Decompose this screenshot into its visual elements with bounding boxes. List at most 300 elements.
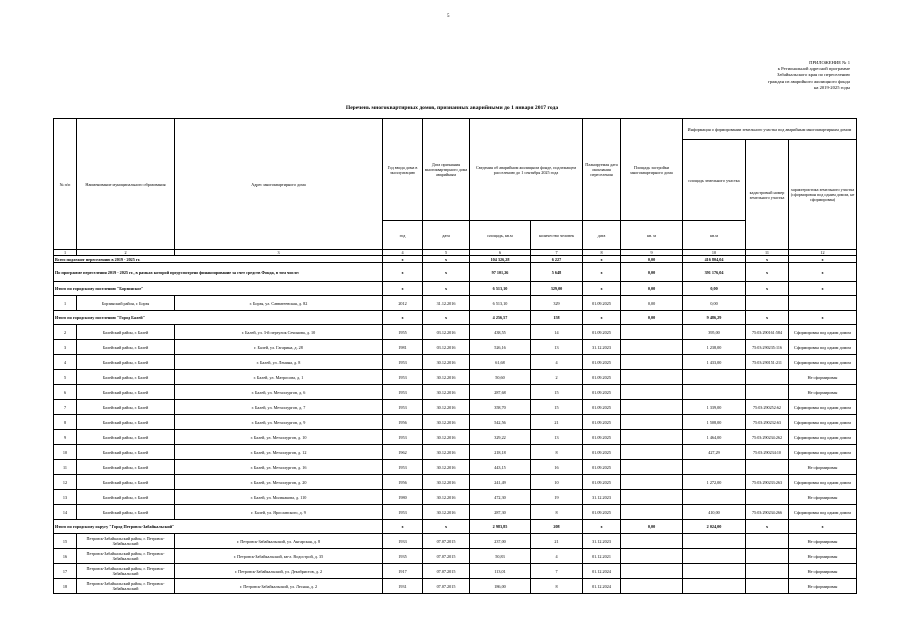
table-row bbox=[54, 400, 857, 415]
row-land-area: 395,00 bbox=[683, 325, 746, 340]
col-number: 1 bbox=[54, 250, 77, 256]
row-address: г. Балей, ул. 3-й переулок Сечинова, д. 10 bbox=[175, 325, 383, 340]
row-address: г. Петровск-Забайкальский, ул. Ангарская, д. 8 bbox=[175, 534, 383, 549]
row-date: 07.07.2015 bbox=[423, 564, 470, 579]
row-land-area: 1 433,00 bbox=[683, 355, 746, 370]
row-year: 1962 bbox=[383, 445, 423, 460]
row-number: 17 bbox=[54, 564, 77, 579]
table-row bbox=[54, 445, 857, 460]
table-row bbox=[54, 325, 857, 340]
row-land-area bbox=[683, 579, 746, 594]
row-address: г. Балей, ул. Мильчакова, д. 110 bbox=[175, 490, 383, 505]
row-plan-date: 01.09.2025 bbox=[583, 445, 621, 460]
row-land-area bbox=[683, 549, 746, 564]
row-land-area: 427,29 bbox=[683, 445, 746, 460]
unit-people: количество человек bbox=[531, 221, 583, 250]
row-people: 19 bbox=[531, 490, 583, 505]
row-number: 6 bbox=[54, 385, 77, 400]
row-plan-date: 01.12.2024 bbox=[583, 564, 621, 579]
row-land-char: Не сформирован bbox=[789, 385, 857, 400]
row-land-area bbox=[683, 564, 746, 579]
col-number: 2 bbox=[77, 250, 175, 256]
header-cadastre: кадастровый номер земельного участка bbox=[746, 140, 789, 250]
program-land: 391 176,04 bbox=[683, 263, 746, 282]
header-fund-info: Сведения об аварийном жилищном фонде, подлежащем расселению до 1 сентября 2025 года bbox=[470, 119, 583, 221]
total-year: x bbox=[383, 256, 423, 263]
row-people: 329 bbox=[531, 296, 583, 311]
header-municipality: Наименование муниципального образования bbox=[77, 119, 175, 250]
header-plan-date: Планируемая дата окончания переселения bbox=[583, 119, 621, 221]
table-row bbox=[54, 385, 857, 400]
row-number: 5 bbox=[54, 370, 77, 385]
settlement-sqm: 0,00 bbox=[621, 311, 683, 325]
settlement-date: x bbox=[423, 520, 470, 534]
row-area: 438,55 bbox=[470, 325, 531, 340]
row-built-area bbox=[621, 385, 683, 400]
row-year: 1917 bbox=[383, 564, 423, 579]
row-year: 1953 bbox=[383, 370, 423, 385]
row-area: 61,68 bbox=[470, 355, 531, 370]
settlement-label: Итого по городскому поселению "Борзинское" bbox=[54, 282, 383, 296]
annex-line: к Региональной адресной программе bbox=[777, 66, 850, 72]
col-number: 10 bbox=[683, 250, 746, 256]
row-plan-date: 01.12.2024 bbox=[583, 579, 621, 594]
row-land-char: Не сформирован bbox=[789, 579, 857, 594]
row-address: г. Балей, ул. Матросова, д. 1 bbox=[175, 370, 383, 385]
row-plan-date: 01.09.2025 bbox=[583, 296, 621, 311]
row-people: 8 bbox=[531, 579, 583, 594]
total-label: Всего подлежит переселению в 2019 - 2025 гг. bbox=[54, 256, 383, 263]
unit-land: кв.м bbox=[683, 221, 746, 250]
settlement-plan: x bbox=[583, 311, 621, 325]
row-land-char: Сформирован под одним домом bbox=[789, 445, 857, 460]
row-area: 50,60 bbox=[470, 370, 531, 385]
settlement-plan: x bbox=[583, 520, 621, 534]
header-num: № п/п bbox=[54, 119, 77, 250]
settlement-date: x bbox=[423, 282, 470, 296]
row-number: 11 bbox=[54, 460, 77, 475]
row-number: 4 bbox=[54, 355, 77, 370]
row-number: 1 bbox=[54, 296, 77, 311]
row-cadastre: 75:03:290252:62 bbox=[746, 400, 789, 415]
row-land-char: Сформирован под одним домом bbox=[789, 325, 857, 340]
houses-table bbox=[53, 118, 857, 594]
row-number: 2 bbox=[54, 325, 77, 340]
settlement-land: 9 486,29 bbox=[683, 311, 746, 325]
program-people: 5 648 bbox=[531, 263, 583, 282]
row-land-area: 0,00 bbox=[683, 296, 746, 311]
settlement-label: Итого по городскому поселению "Город Балей" bbox=[54, 311, 383, 325]
row-area: 472,30 bbox=[470, 490, 531, 505]
row-address: г. Балей, ул. Металлургов, д. 12 bbox=[175, 445, 383, 460]
row-address: г. Балей, ул. Металлургов, д. 7 bbox=[175, 400, 383, 415]
row-land-char: Сформирован под одним домом bbox=[789, 505, 857, 520]
row-municipality: Балейский район, г. Балей bbox=[77, 370, 175, 385]
row-municipality: Балейский район, г. Балей bbox=[77, 475, 175, 490]
row-plan-date: 31.12.2023 bbox=[583, 490, 621, 505]
header-land-char: характеристика земельного участка (сформирован под одним домом, не сформирован) bbox=[789, 140, 857, 250]
table-row bbox=[54, 415, 857, 430]
row-municipality: Петровск-Забайкальский район, г. Петровск-Забайкальский bbox=[77, 564, 175, 579]
row-address: г. Петровск-Забайкальский, ул. Лесная, д. 2 bbox=[175, 579, 383, 594]
row-cadastre bbox=[746, 296, 789, 311]
table-row bbox=[54, 490, 857, 505]
row-land-char: Не сформирован bbox=[789, 490, 857, 505]
row-land-char: Сформирован под одним домом bbox=[789, 475, 857, 490]
row-built-area bbox=[621, 490, 683, 505]
row-cadastre: 75:03:290234:262 bbox=[746, 430, 789, 445]
row-address: г. Балей, ул. Металлургов, д. 9 bbox=[175, 415, 383, 430]
row-land-area: 1 339,00 bbox=[683, 400, 746, 415]
row-number: 15 bbox=[54, 534, 77, 549]
row-built-area bbox=[621, 549, 683, 564]
row-people: 14 bbox=[531, 325, 583, 340]
row-cadastre: 75:03:290232:63 bbox=[746, 415, 789, 430]
row-date: 30.12.2016 bbox=[423, 445, 470, 460]
row-land-area bbox=[683, 460, 746, 475]
row-cadastre: 75:03:290233:263 bbox=[746, 475, 789, 490]
annex-line: Забайкальского края по переселению bbox=[777, 72, 850, 78]
row-cadastre bbox=[746, 385, 789, 400]
col-number: 12 bbox=[789, 250, 857, 256]
row-built-area bbox=[621, 534, 683, 549]
row-people: 10 bbox=[531, 475, 583, 490]
row-cadastre: 75:03:290151:211 bbox=[746, 355, 789, 370]
row-plan-date: 01.09.2025 bbox=[583, 400, 621, 415]
row-date: 30.12.2016 bbox=[423, 355, 470, 370]
row-year: 1953 bbox=[383, 385, 423, 400]
settlement-total-row bbox=[54, 311, 857, 325]
row-cadastre bbox=[746, 460, 789, 475]
unit-sqm: кв. м bbox=[621, 221, 683, 250]
row-land-char: Сформирован под одним домом bbox=[789, 415, 857, 430]
row-municipality: Балейский район, г. Балей bbox=[77, 385, 175, 400]
settlement-total-row bbox=[54, 520, 857, 534]
row-year: 1953 bbox=[383, 430, 423, 445]
col-number: 11 bbox=[746, 250, 789, 256]
col-number: 6 bbox=[470, 250, 531, 256]
settlement-cad: x bbox=[746, 282, 789, 296]
row-cadastre: 75:03:290161:584 bbox=[746, 325, 789, 340]
row-number: 14 bbox=[54, 505, 77, 520]
table-row bbox=[54, 579, 857, 594]
row-address: г. Балей, ул. Металлургов, д. 6 bbox=[175, 385, 383, 400]
row-area: 329,22 bbox=[470, 430, 531, 445]
settlement-year: x bbox=[383, 311, 423, 325]
header-land-area: площадь земельного участка bbox=[683, 140, 746, 221]
row-land-char: Не сформирован bbox=[789, 370, 857, 385]
row-people: 8 bbox=[531, 445, 583, 460]
table-row bbox=[54, 460, 857, 475]
settlement-year: x bbox=[383, 282, 423, 296]
row-year: 1953 bbox=[383, 460, 423, 475]
row-date: 30.12.2016 bbox=[423, 460, 470, 475]
row-address: г. Балей, ул. Ленина, д. 8 bbox=[175, 355, 383, 370]
col-number: 9 bbox=[621, 250, 683, 256]
program-row bbox=[54, 263, 857, 282]
row-area: 443,15 bbox=[470, 460, 531, 475]
row-number: 18 bbox=[54, 579, 77, 594]
row-land-char: Не сформирован bbox=[789, 564, 857, 579]
row-people: 16 bbox=[531, 460, 583, 475]
row-plan-date: 01.09.2025 bbox=[583, 475, 621, 490]
col-number: 7 bbox=[531, 250, 583, 256]
row-plan-date: 01.09.2025 bbox=[583, 370, 621, 385]
table-row bbox=[54, 296, 857, 311]
row-plan-date: 31.12.2023 bbox=[583, 534, 621, 549]
row-number: 16 bbox=[54, 549, 77, 564]
row-plan-date: 01.09.2025 bbox=[583, 325, 621, 340]
settlement-cad: x bbox=[746, 520, 789, 534]
row-year: 2012 bbox=[383, 296, 423, 311]
settlement-year: x bbox=[383, 520, 423, 534]
settlement-land: 2 024,00 bbox=[683, 520, 746, 534]
row-land-area: 1 464,00 bbox=[683, 430, 746, 445]
settlement-label: Итого по городскому округу "Город Петровск-Забайкальский" bbox=[54, 520, 383, 534]
table-row bbox=[54, 475, 857, 490]
row-year: 1953 bbox=[383, 355, 423, 370]
row-date: 30.12.2016 bbox=[423, 505, 470, 520]
table-row bbox=[54, 549, 857, 564]
settlement-sqm: 0,00 bbox=[621, 282, 683, 296]
table-row bbox=[54, 340, 857, 355]
row-people: 2 bbox=[531, 370, 583, 385]
header-land-info: Информация о формировании земельного участка под аварийным многоквартирным домом bbox=[683, 119, 857, 140]
row-address: г. Петровск-Забайкальский, кв-л. Водострой, д. 35 bbox=[175, 549, 383, 564]
settlement-people: 158 bbox=[531, 311, 583, 325]
row-address: г. Балей, ул. Металлургов, д. 10 bbox=[175, 430, 383, 445]
row-people: 13 bbox=[531, 340, 583, 355]
program-plan: x bbox=[583, 263, 621, 282]
row-plan-date: 31.12.2023 bbox=[583, 340, 621, 355]
row-people: 4 bbox=[531, 355, 583, 370]
row-cadastre bbox=[746, 579, 789, 594]
settlement-people: 329,00 bbox=[531, 282, 583, 296]
row-date: 31.12.2016 bbox=[423, 296, 470, 311]
row-date: 30.12.2016 bbox=[423, 475, 470, 490]
row-municipality: Балейский район, г. Балей bbox=[77, 430, 175, 445]
annex-line: на 2019-2025 годы bbox=[813, 84, 850, 90]
row-cadastre bbox=[746, 564, 789, 579]
row-municipality: Балейский район, г. Балей bbox=[77, 355, 175, 370]
header-date: Дата признания многоквартирного дома аварийным bbox=[423, 119, 470, 221]
row-people: 15 bbox=[531, 400, 583, 415]
row-land-area: 410,00 bbox=[683, 505, 746, 520]
row-land-area: 1 238,00 bbox=[683, 340, 746, 355]
row-year: 1933 bbox=[383, 534, 423, 549]
total-plan: x bbox=[583, 256, 621, 263]
row-address: г. Балей, ул. Металлургов, д. 20 bbox=[175, 475, 383, 490]
program-sqm: 0,00 bbox=[621, 263, 683, 282]
row-address: г. Борзя, ул. Савватеевская, д. 82 bbox=[175, 296, 383, 311]
row-area: 241,49 bbox=[470, 475, 531, 490]
unit-area: площадь, кв.м bbox=[470, 221, 531, 250]
settlement-area: 2 983,85 bbox=[470, 520, 531, 534]
row-cadastre: 75:03:290234:266 bbox=[746, 505, 789, 520]
row-number: 8 bbox=[54, 415, 77, 430]
row-municipality: Петровск-Забайкальский район, г. Петровск-Забайкальский bbox=[77, 579, 175, 594]
row-land-area: 1 272,00 bbox=[683, 475, 746, 490]
row-address: г. Петровск-Забайкальский, ул. Декабристов, д. 2 bbox=[175, 564, 383, 579]
row-land-area bbox=[683, 490, 746, 505]
row-date: 30.12.2016 bbox=[423, 370, 470, 385]
row-people: 21 bbox=[531, 415, 583, 430]
row-area: 218,18 bbox=[470, 445, 531, 460]
row-area: 358,70 bbox=[470, 400, 531, 415]
annex-line: ПРИЛОЖЕНИЕ № 1 bbox=[809, 60, 850, 65]
row-plan-date: 01.09.2025 bbox=[583, 415, 621, 430]
row-people: 7 bbox=[531, 564, 583, 579]
row-date: 07.07.2015 bbox=[423, 549, 470, 564]
row-plan-date: 01.09.2025 bbox=[583, 385, 621, 400]
row-land-char: Сформирован под одним домом bbox=[789, 340, 857, 355]
table-row bbox=[54, 370, 857, 385]
row-municipality: Балейский район, г. Балей bbox=[77, 340, 175, 355]
row-people: 13 bbox=[531, 430, 583, 445]
row-built-area bbox=[621, 460, 683, 475]
row-people: 15 bbox=[531, 385, 583, 400]
total-char: x bbox=[789, 256, 857, 263]
row-area: 6 513,10 bbox=[470, 296, 531, 311]
row-built-area bbox=[621, 564, 683, 579]
total-row bbox=[54, 256, 857, 263]
row-area: 186,00 bbox=[470, 579, 531, 594]
row-land-area bbox=[683, 534, 746, 549]
settlement-cad: x bbox=[746, 311, 789, 325]
program-year: x bbox=[383, 263, 423, 282]
program-label: По программе переселения 2019 - 2025 гг., в рамках которой предусмотрено финансирование за счет средств Фонда, в том числе: bbox=[54, 263, 383, 282]
page-number: 5 bbox=[447, 14, 450, 19]
row-date: 30.12.2016 bbox=[423, 385, 470, 400]
row-date: 30.12.2016 bbox=[423, 490, 470, 505]
annex-note bbox=[710, 60, 850, 91]
header-year: Год ввода дома в эксплуатацию bbox=[383, 119, 423, 221]
row-land-area bbox=[683, 385, 746, 400]
settlement-people: 208 bbox=[531, 520, 583, 534]
total-date: x bbox=[423, 256, 470, 263]
row-date: 07.07.2015 bbox=[423, 579, 470, 594]
row-date: 03.12.2016 bbox=[423, 325, 470, 340]
settlement-area: 6 513,10 bbox=[470, 282, 531, 296]
settlement-land: 0,00 bbox=[683, 282, 746, 296]
row-number: 9 bbox=[54, 430, 77, 445]
row-land-char bbox=[789, 296, 857, 311]
table-row bbox=[54, 534, 857, 549]
row-built-area bbox=[621, 579, 683, 594]
row-built-area bbox=[621, 475, 683, 490]
col-number: 5 bbox=[423, 250, 470, 256]
program-cadastre: x bbox=[746, 263, 789, 282]
row-municipality: Борзинский район, г. Борзя bbox=[77, 296, 175, 311]
row-area: 237,00 bbox=[470, 534, 531, 549]
program-area: 97 101,26 bbox=[470, 263, 531, 282]
row-land-char: Сформирован под одним домом bbox=[789, 430, 857, 445]
total-land: 416 804,04 bbox=[683, 256, 746, 263]
row-built-area bbox=[621, 355, 683, 370]
row-area: 542,56 bbox=[470, 415, 531, 430]
header-built-area: Площадь застройки многоквартирного дома bbox=[621, 119, 683, 221]
row-date: 30.12.2016 bbox=[423, 430, 470, 445]
row-plan-date: 01.09.2025 bbox=[583, 355, 621, 370]
row-year: 1931 bbox=[383, 579, 423, 594]
row-year: 1981 bbox=[383, 340, 423, 355]
unit-plan-date: дата bbox=[583, 221, 621, 250]
row-built-area bbox=[621, 505, 683, 520]
row-built-area bbox=[621, 325, 683, 340]
settlement-area: 4 256,57 bbox=[470, 311, 531, 325]
row-number: 10 bbox=[54, 445, 77, 460]
row-municipality: Петровск-Забайкальский район, г. Петровск-Забайкальский bbox=[77, 534, 175, 549]
table-row bbox=[54, 430, 857, 445]
row-address: г. Балей, ул. Металлургов, д. 16 bbox=[175, 460, 383, 475]
row-people: 8 bbox=[531, 505, 583, 520]
row-year: 1980 bbox=[383, 490, 423, 505]
row-people: 4 bbox=[531, 549, 583, 564]
col-number: 3 bbox=[175, 250, 383, 256]
row-area: 526,16 bbox=[470, 340, 531, 355]
row-year: 1953 bbox=[383, 505, 423, 520]
col-number: 4 bbox=[383, 250, 423, 256]
row-land-char: Не сформирован bbox=[789, 460, 857, 475]
col-number: 8 bbox=[583, 250, 621, 256]
row-plan-date: 01.09.2025 bbox=[583, 505, 621, 520]
table-row bbox=[54, 564, 857, 579]
row-cadastre: 75:03:290234:10 bbox=[746, 445, 789, 460]
unit-date: дата bbox=[423, 221, 470, 250]
row-date: 07.07.2015 bbox=[423, 534, 470, 549]
row-municipality: Балейский район, г. Балей bbox=[77, 415, 175, 430]
row-plan-date: 01.09.2025 bbox=[583, 460, 621, 475]
row-plan-date: 01.09.2025 bbox=[583, 430, 621, 445]
row-address: г. Балей, ул. Ярославского, д. 9 bbox=[175, 505, 383, 520]
total-area: 104 326,28 bbox=[470, 256, 531, 263]
row-area: 50,83 bbox=[470, 549, 531, 564]
annex-line: граждан из аварийного жилищного фонда bbox=[767, 78, 850, 84]
total-sqm: 0,00 bbox=[621, 256, 683, 263]
settlement-char: x bbox=[789, 311, 857, 325]
settlement-date: x bbox=[423, 311, 470, 325]
row-land-char: Не сформирован bbox=[789, 534, 857, 549]
row-cadastre: 75:03:290235:116 bbox=[746, 340, 789, 355]
row-built-area bbox=[621, 415, 683, 430]
row-year: 1956 bbox=[383, 415, 423, 430]
row-plan-date: 01.12.2021 bbox=[583, 549, 621, 564]
program-char: x bbox=[789, 263, 857, 282]
header-address: Адрес многоквартирного дома bbox=[175, 119, 383, 250]
unit-year: год bbox=[383, 221, 423, 250]
row-municipality: Петровск-Забайкальский район, г. Петровск-Забайкальский bbox=[77, 549, 175, 564]
settlement-char: x bbox=[789, 520, 857, 534]
settlement-plan: x bbox=[583, 282, 621, 296]
row-built-area bbox=[621, 370, 683, 385]
row-date: 30.12.2016 bbox=[423, 400, 470, 415]
row-built-area bbox=[621, 400, 683, 415]
row-date: 30.12.2016 bbox=[423, 415, 470, 430]
row-number: 12 bbox=[54, 475, 77, 490]
row-cadastre bbox=[746, 534, 789, 549]
row-year: 1953 bbox=[383, 400, 423, 415]
row-people: 21 bbox=[531, 534, 583, 549]
row-year: 1935 bbox=[383, 549, 423, 564]
total-cadastre: x bbox=[746, 256, 789, 263]
row-cadastre bbox=[746, 370, 789, 385]
table-row bbox=[54, 505, 857, 520]
total-people: 6 227 bbox=[531, 256, 583, 263]
row-area: 113,01 bbox=[470, 564, 531, 579]
row-number: 3 bbox=[54, 340, 77, 355]
settlement-sqm: 0,00 bbox=[621, 520, 683, 534]
row-land-area bbox=[683, 370, 746, 385]
